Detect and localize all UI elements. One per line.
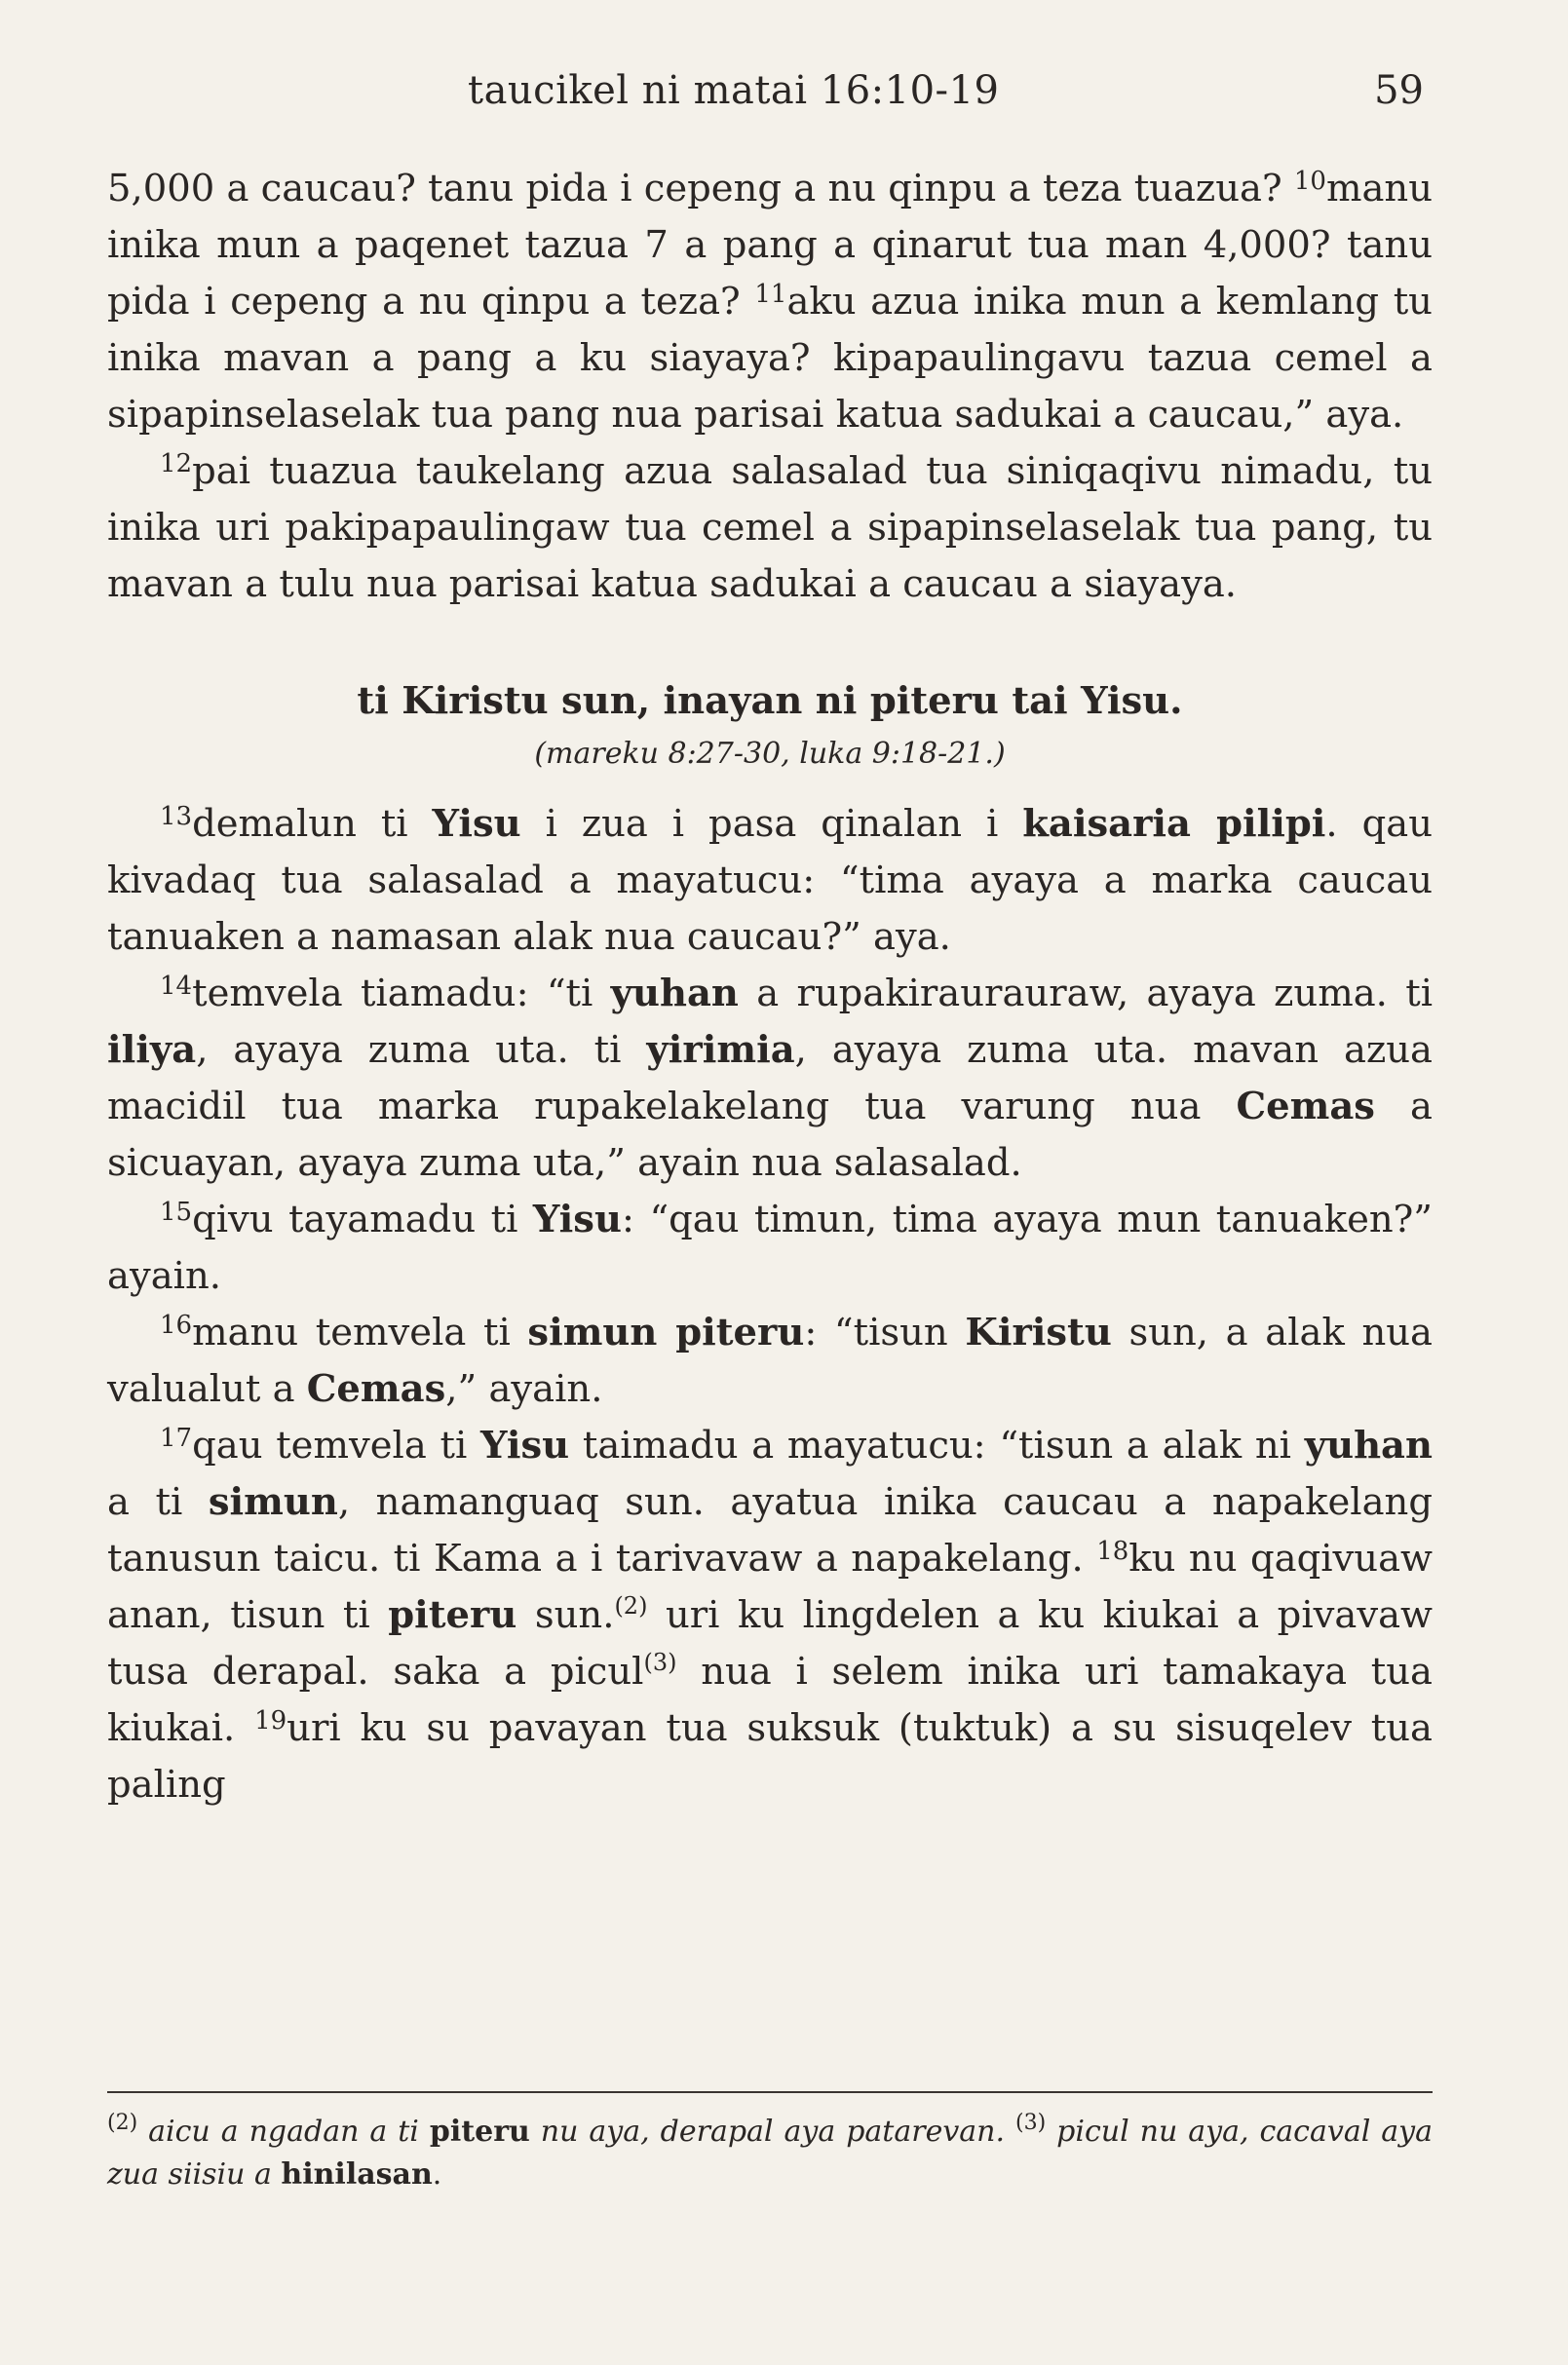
text-run: 5,000 a caucau? tanu pida i cepeng a nu qinpu a teza tuazua? [107,167,1294,210]
verse-number: 14 [160,972,193,1001]
text-run: a rupakiraurauraw, ayaya zuma. ti [738,972,1434,1015]
paragraph [107,1192,1433,1305]
footnote-marker[interactable]: (2) [614,1592,648,1620]
verse-number: 15 [160,1198,193,1227]
name-bold: simun piteru [527,1311,805,1354]
text-run: : “tisun [804,1311,966,1354]
text-run: uri ku lingdelen a ku kiukai a pivavaw tusa derapal. saka a picul [107,1593,1433,1694]
footnote-text: aicu a ngadan a ti [137,2115,430,2149]
footnotes [107,2111,1433,2196]
paragraph [107,161,1433,443]
name-bold: Yisu [432,802,521,846]
place-bold: kaisaria pilipi [1022,802,1326,846]
page-header [0,68,1568,127]
name-bold: yirimia [646,1028,795,1072]
footnote-text: . [432,2157,442,2192]
footnote-divider [107,2091,1433,2093]
name-bold: iliya [107,1028,197,1072]
text-run: temvela tiamadu: “ti [192,972,611,1015]
text-run: . qau kivadaq tua salasalad a mayatucu: “tima ayaya a marka caucau tanuaken a namasan alak nua caucau?” aya. [107,802,1433,959]
text-run: sun. [516,1593,615,1637]
text-run: uri ku su pavayan tua suksuk (tuktuk) a su sisuqelev tua paling [107,1706,1433,1807]
verse-number: 17 [160,1424,193,1453]
text-run: , ayaya zuma uta. ti [196,1028,647,1072]
name-bold: Yisu [480,1424,570,1468]
text-run: ,” ayain. [445,1367,603,1411]
footnote-marker[interactable]: (3) [643,1649,677,1676]
name-bold: simun [208,1480,338,1524]
text-run: : “qau timun, tima ayaya mun tanuaken?” ayain. [107,1198,1433,1298]
text-run: a ti [107,1480,209,1524]
text-run: taimadu a mayatucu: “tisun a alak ni [569,1424,1305,1468]
footnote-number: (3) [1015,2111,1047,2135]
text-run: ku nu qaqivuaw anan, tisun ti [107,1537,1434,1637]
text-run: manu inika mun a paqenet tazua 7 a pang a qinarut tua man 4,000? tanu pida i cepeng a nu qinpu a teza? [107,167,1433,324]
text-run: pai tuazua taukelang azua salasalad tua siniqaqivu nimadu, tu inika uri pakipapaulingaw tua cemel a sipapinselaselak tua pang, tu mavan a tulu nua parisai katua sadukai a caucau a siayaya. [107,449,1433,606]
name-bold: yuhan [610,972,739,1015]
text-run: qau temvela ti [192,1424,481,1468]
body-text [107,161,1433,1813]
verse-number: 19 [254,1706,287,1736]
verse-number: 12 [160,449,193,478]
text-run: a sicuayan, ayaya zuma uta,” ayain nua salasalad. [107,1085,1433,1185]
name-bold: Kiristu [965,1311,1112,1354]
paragraph [107,1305,1433,1418]
paragraph [107,966,1433,1192]
paragraph [107,796,1433,966]
text-run: i zua i pasa qinalan i [520,802,1023,846]
footnote-text: nu aya, derapal aya patarevan. [529,2115,1015,2149]
text-run: aku azua inika mun a kemlang tu inika mavan a pang a ku siayaya? kipapaulingavu tazua cemel a sipapinselaselak tua pang nua parisai katua sadukai a caucau,” aya. [107,280,1433,437]
paragraph [107,443,1433,613]
text-run: demalun ti [192,802,433,846]
name-bold: yuhan [1304,1424,1433,1468]
paragraph [107,1418,1433,1813]
text-run: qivu tayamadu ti [192,1198,533,1241]
name-bold: Cemas [306,1367,446,1411]
footnote-bold: hinilasan [281,2157,433,2192]
name-bold: piteru [388,1593,517,1637]
running-title: taucikel ni matai 16:10-19 [468,68,1000,113]
verse-number: 10 [1293,167,1326,196]
text-run: manu temvela ti [192,1311,528,1354]
text-run: sun, a alak nua valualut a [107,1311,1433,1411]
footnote-text: picul nu aya, cacaval aya zua siisiu a [107,2115,1433,2192]
text-run: nua i selem inika uri tamakaya tua kiukai. [107,1650,1433,1750]
verse-number: 11 [754,280,787,309]
page-number: 59 [1374,68,1424,113]
cross-reference: (mareku 8:27-30, luka 9:18-21.) [534,737,1006,771]
verse-number: 16 [160,1311,193,1340]
verse-number: 18 [1096,1537,1129,1566]
section-heading: ti Kiristu sun, inayan ni piteru tai Yisu. [357,679,1183,723]
name-bold: Yisu [532,1198,622,1241]
text-run: , ayaya zuma uta. mavan azua macidil tua marka rupakelakelang tua varung nua [107,1028,1434,1128]
footnote-number: (2) [107,2111,138,2135]
name-bold: Cemas [1236,1085,1375,1128]
text-run: , namanguaq sun. ayatua inika caucau a napakelang tanusun taicu. ti Kama a i tarivavaw a napakelang. [107,1480,1433,1581]
footnote-bold: piteru [429,2115,530,2149]
verse-number: 13 [160,802,193,831]
